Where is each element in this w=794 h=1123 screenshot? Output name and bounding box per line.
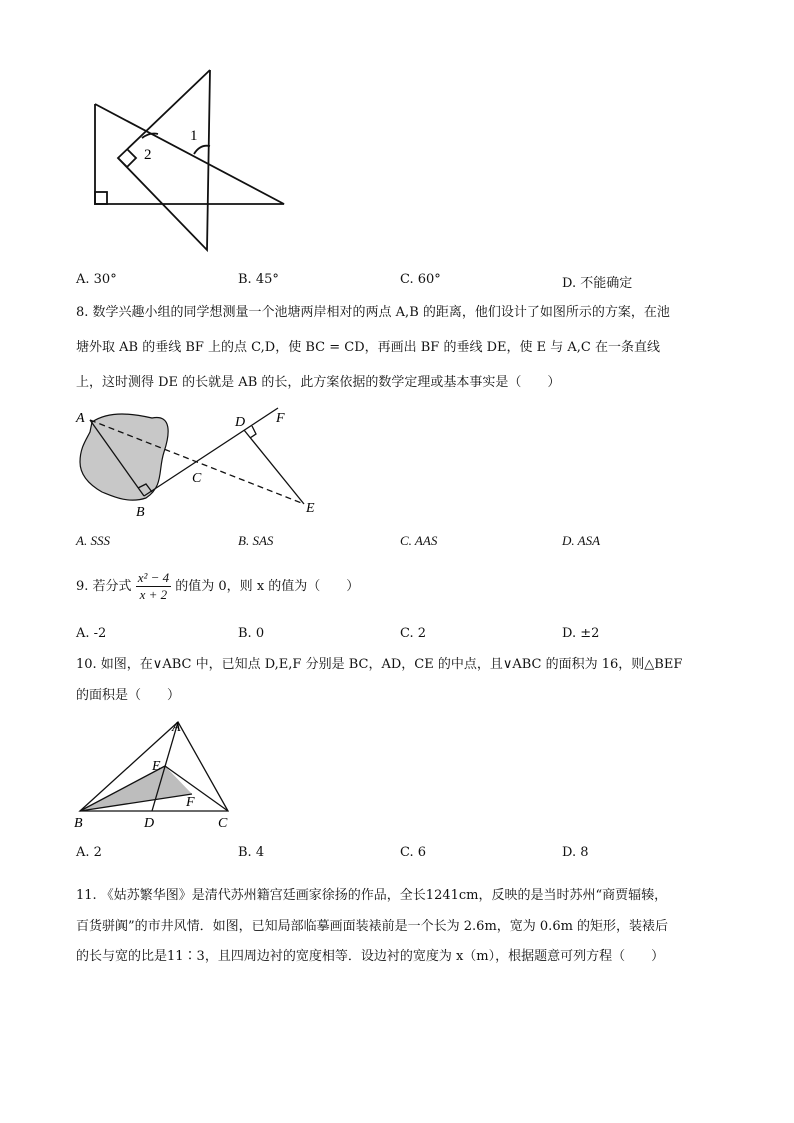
q10-text-line-1: 10. 如图，在∨ABC 中，已知点 D,E,F 分别是 BC，AD，CE 的中点，且∨ABC 的面积为 16，则△BEF xyxy=(76,657,683,672)
q10-option-c: C. 6 xyxy=(400,845,427,860)
q9-option-c: C. 2 xyxy=(400,626,427,641)
q10-option-a: A. 2 xyxy=(76,845,102,860)
q9-denominator: x + 2 xyxy=(139,587,168,602)
q8-segment-de xyxy=(244,430,304,504)
q8-option-b: B. SAS xyxy=(238,533,274,548)
q11-text-line-1: 11. 《姑苏繁华图》是清代苏州籍宫廷画家徐扬的作品，全长1241cm，反映的是当时苏州“商贾辐辏， xyxy=(76,888,668,903)
q10-option-d: D. 8 xyxy=(562,845,589,860)
q7-angle-arc-1 xyxy=(194,146,210,154)
q8-label-d: D xyxy=(235,415,246,430)
q7-right-angle-mark-a xyxy=(95,192,107,204)
q7-triangle-b xyxy=(118,70,210,250)
q10-label-b: B xyxy=(74,816,83,831)
q9-suffix: 的值为 0，则 x 的值为（ ） xyxy=(175,579,360,594)
q9-option-b: B. 0 xyxy=(238,626,265,641)
q8-label-b: B xyxy=(136,505,145,519)
q8-text-line-1: 8. 数学兴趣小组的同学想测量一个池塘两岸相对的两点 A,B 的距离，他们设计了如图所示的方案，在池 xyxy=(76,305,670,320)
q8-label-e: E xyxy=(306,501,315,516)
q11-text-line-2: 百货骈阗”的市井风情．如图，已知局部临摹画面装裱前是一个长为 2.6m，宽为 0.6m 的矩形，装裱后 xyxy=(76,919,669,934)
q9-numerator: x² − 4 xyxy=(137,570,170,585)
q8-option-c: C. AAS xyxy=(400,533,438,548)
q10-label-f: F xyxy=(186,795,195,810)
q10-label-c: C xyxy=(218,816,228,831)
q10-text-line-2: 的面积是（ ） xyxy=(76,688,181,703)
q9-fraction xyxy=(136,570,171,603)
q8-pond xyxy=(80,414,168,500)
q7-option-a: A. 30° xyxy=(76,272,117,287)
q9-text xyxy=(76,568,359,606)
q9-option-d: D. ±2 xyxy=(562,626,600,641)
q8-text-line-2: 塘外取 AB 的垂线 BF 上的点 C,D，使 BC = CD，再画出 BF 的垂线 DE，使 E 与 A,C 在一条直线 xyxy=(76,340,660,355)
q10-option-b: B. 4 xyxy=(238,845,265,860)
q7-option-b: B. 45° xyxy=(238,272,279,287)
q11-text-line-3: 的长与宽的比是11∶3，且四周边衬的宽度相等．设边衬的宽度为 x（m），根据题意可列方程（ ） xyxy=(76,949,665,964)
q8-text-line-3: 上，这时测得 DE 的长就是 AB 的长，此方案依据的数学定理或基本事实是（ ） xyxy=(76,375,561,390)
q9-prefix: 9. 若分式 xyxy=(76,579,132,594)
q7-option-c: C. 60° xyxy=(400,272,441,287)
q8-option-d: D. ASA xyxy=(562,533,601,548)
q10-label-e: E xyxy=(152,759,161,774)
q7-right-angle-mark-b xyxy=(118,149,136,167)
q7-label-1: 1 xyxy=(190,128,198,144)
q8-label-f: F xyxy=(276,411,285,426)
q7-option-d: D. 不能确定 xyxy=(562,276,633,291)
q10-figure xyxy=(72,714,242,832)
q10-label-a: A xyxy=(172,720,181,735)
q10-label-d: D xyxy=(144,816,155,831)
q8-figure xyxy=(72,404,332,519)
q8-label-c: C xyxy=(192,471,202,486)
q7-label-2: 2 xyxy=(144,147,152,163)
q7-figure xyxy=(80,62,300,257)
q8-option-a: A. SSS xyxy=(76,533,110,548)
q8-label-a: A xyxy=(76,411,85,426)
q9-option-a: A. -2 xyxy=(76,626,107,641)
q8-right-angle-d xyxy=(250,426,256,438)
